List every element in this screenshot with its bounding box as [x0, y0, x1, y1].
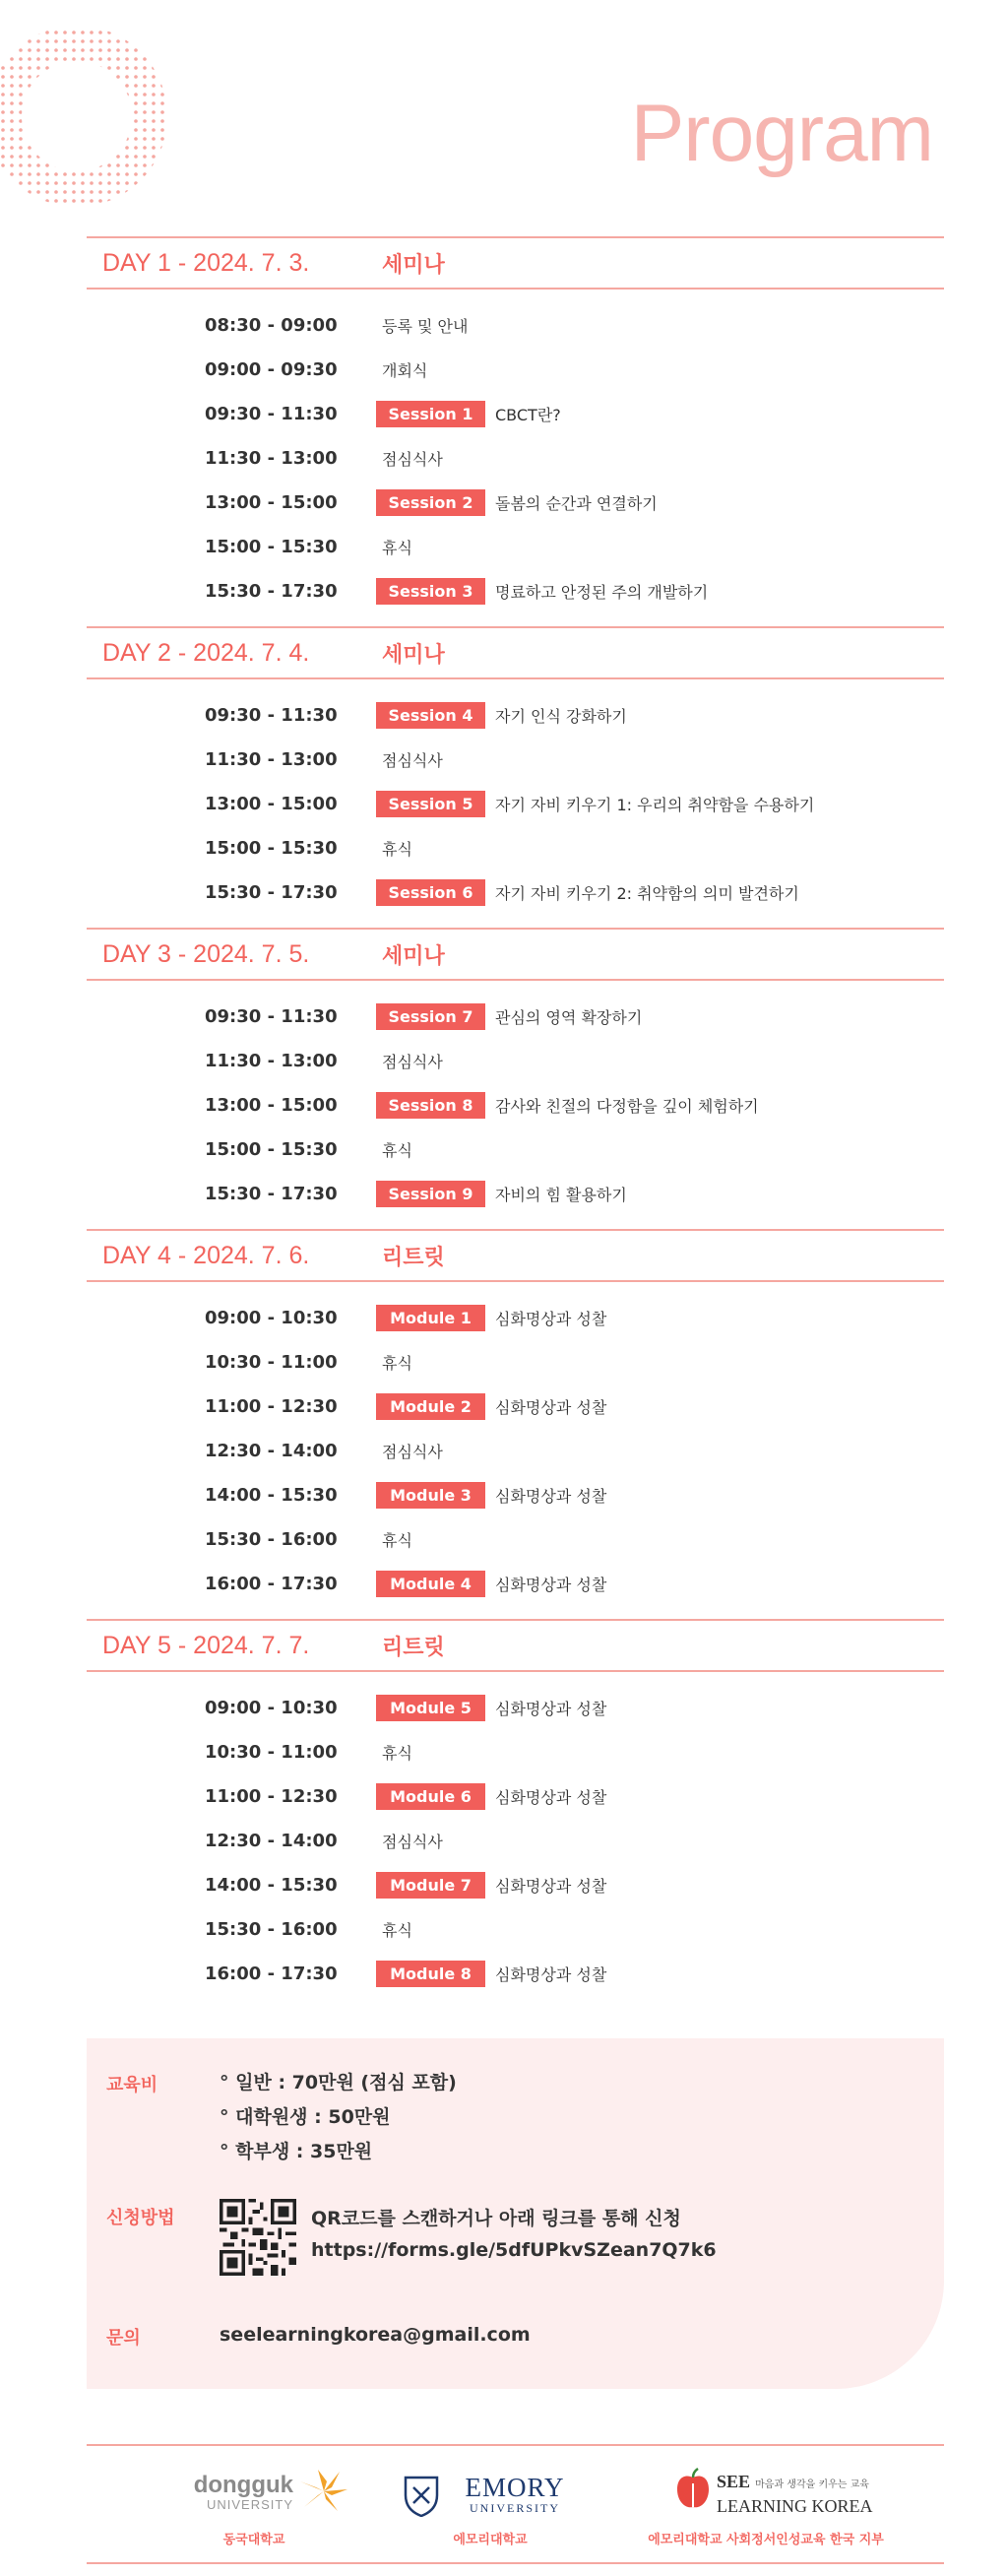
- schedule-time: 15:30 - 17:30: [205, 882, 338, 903]
- day-section: [87, 1619, 944, 2009]
- schedule-description: 휴식: [382, 840, 412, 859]
- schedule-time: 15:00 - 15:30: [205, 537, 338, 557]
- schedule-description: 자기 자비 키우기 1: 우리의 취약함을 수용하기: [495, 796, 815, 814]
- schedule-description: CBCT란?: [495, 406, 561, 424]
- apple-logo-icon: [675, 2468, 711, 2511]
- schedule-row: [87, 1385, 944, 1429]
- schedule-time: 12:30 - 14:00: [205, 1831, 338, 1851]
- schedule-description: 휴식: [382, 1354, 412, 1373]
- schedule-description: 점심식사: [382, 751, 443, 770]
- dotted-circle-decoration: [0, 30, 177, 217]
- schedule-description: 심화명상과 성찰: [495, 1877, 607, 1896]
- schedule-description: 자비의 힘 활용하기: [495, 1186, 627, 1204]
- day-section: [87, 626, 944, 928]
- partner-emory: [382, 2446, 598, 2564]
- day-date: DAY 5 - 2024. 7. 7.: [102, 1631, 310, 1659]
- session-badge: Session 7: [376, 1003, 485, 1030]
- schedule-time: 09:00 - 10:30: [205, 1308, 338, 1328]
- schedule-row: [87, 1863, 944, 1907]
- schedule-description: 자기 인식 강화하기: [495, 707, 627, 726]
- schedule-description: 돌봄의 순간과 연결하기: [495, 494, 658, 513]
- schedule-row: [87, 1952, 944, 1996]
- day-header: [87, 1619, 944, 1672]
- day-header: [87, 626, 944, 679]
- see-logo-text: SEE: [717, 2472, 751, 2491]
- session-badge: Session 5: [376, 791, 485, 817]
- emory-shield-icon: [404, 2476, 439, 2517]
- day-section: [87, 928, 944, 1229]
- fee-label: 교육비: [106, 2075, 158, 2095]
- schedule-time: 09:30 - 11:30: [205, 404, 338, 424]
- schedule-row: [87, 826, 944, 870]
- session-badge: Session 3: [376, 578, 485, 605]
- schedule-row: [87, 870, 944, 915]
- schedule-description: 감사와 친절의 다정함을 깊이 체험하기: [495, 1097, 759, 1116]
- schedule-row: [87, 1774, 944, 1819]
- session-badge: Module 3: [376, 1482, 485, 1509]
- schedule-row: [87, 1473, 944, 1517]
- schedule-time: 09:00 - 10:30: [205, 1698, 338, 1718]
- session-badge: Module 8: [376, 1961, 485, 1987]
- day-type: 리트릿: [382, 1245, 445, 1270]
- schedule-time: 12:30 - 14:00: [205, 1441, 338, 1461]
- partner-footer: [87, 2444, 944, 2564]
- schedule-row: [87, 1340, 944, 1385]
- schedule-row: [87, 1039, 944, 1083]
- dongguk-emblem-icon: [298, 2468, 349, 2515]
- schedule-row: [87, 1562, 944, 1606]
- see-logo-sub: LEARNING KOREA: [717, 2496, 873, 2516]
- schedule-time: 09:30 - 11:30: [205, 1006, 338, 1027]
- schedule-time: 16:00 - 17:30: [205, 1964, 338, 1984]
- schedule-time: 11:30 - 13:00: [205, 749, 338, 770]
- schedule-description: 휴식: [382, 1531, 412, 1550]
- schedule-time: 15:30 - 17:30: [205, 581, 338, 602]
- emory-logo-sub: UNIVERSITY: [470, 2501, 560, 2515]
- day-date: DAY 3 - 2024. 7. 5.: [102, 939, 310, 968]
- schedule-row: [87, 436, 944, 481]
- day-section: [87, 1229, 944, 1619]
- schedule-description: 등록 및 안내: [382, 317, 469, 336]
- schedule-rows: [87, 1672, 944, 2009]
- schedule-description: 심화명상과 성찰: [495, 1310, 607, 1328]
- session-badge: Module 4: [376, 1571, 485, 1597]
- schedule-description: 심화명상과 성찰: [495, 1487, 607, 1506]
- schedule-description: 심화명상과 성찰: [495, 1576, 607, 1594]
- partner-dongguk: [146, 2446, 362, 2564]
- schedule-description: 점심식사: [382, 1053, 443, 1071]
- schedule-row: [87, 1819, 944, 1863]
- info-box: [87, 2038, 944, 2389]
- schedule-rows: [87, 981, 944, 1229]
- schedule-time: 08:30 - 09:00: [205, 315, 338, 336]
- contact-email[interactable]: seelearningkorea@gmail.com: [220, 2324, 531, 2346]
- schedule-row: [87, 1083, 944, 1127]
- schedule-time: 09:00 - 09:30: [205, 359, 338, 380]
- schedule-description: 점심식사: [382, 1833, 443, 1851]
- schedule-row: [87, 525, 944, 569]
- see-learning-caption: 에모리대학교 사회정서인성교육 한국 지부: [648, 2533, 884, 2547]
- schedule-time: 10:30 - 11:00: [205, 1742, 338, 1763]
- schedule-time: 14:00 - 15:30: [205, 1875, 338, 1896]
- schedule-time: 14:00 - 15:30: [205, 1485, 338, 1506]
- schedule-time: 16:00 - 17:30: [205, 1574, 338, 1594]
- schedule-row: [87, 995, 944, 1039]
- see-logo-tagline: 마음과 생각을 키우는 교육: [755, 2479, 869, 2490]
- session-badge: Module 2: [376, 1393, 485, 1420]
- schedule-row: [87, 693, 944, 738]
- schedule-row: [87, 569, 944, 613]
- day-section: [87, 236, 944, 626]
- session-badge: Session 4: [376, 702, 485, 729]
- session-badge: Module 1: [376, 1305, 485, 1331]
- schedule-time: 15:00 - 15:30: [205, 838, 338, 859]
- schedule-row: [87, 1429, 944, 1473]
- apply-label: 신청방법: [106, 2208, 175, 2228]
- day-type: 리트릿: [382, 1635, 445, 1660]
- schedule-description: 점심식사: [382, 1443, 443, 1461]
- day-header: [87, 236, 944, 290]
- day-date: DAY 1 - 2024. 7. 3.: [102, 248, 310, 277]
- schedule-time: 13:00 - 15:00: [205, 492, 338, 513]
- schedule-time: 11:00 - 12:30: [205, 1786, 338, 1807]
- day-date: DAY 4 - 2024. 7. 6.: [102, 1241, 310, 1269]
- day-type: 세미나: [382, 642, 445, 668]
- schedule-description: 명료하고 안정된 주의 개발하기: [495, 583, 709, 602]
- schedule-time: 13:00 - 15:00: [205, 794, 338, 814]
- schedule-row: [87, 782, 944, 826]
- dongguk-logo-sub: UNIVERSITY: [206, 2497, 293, 2512]
- schedule-time: 11:30 - 13:00: [205, 1051, 338, 1071]
- schedule-row: [87, 348, 944, 392]
- session-badge: Session 8: [376, 1092, 485, 1119]
- schedule-time: 15:30 - 16:00: [205, 1529, 338, 1550]
- session-badge: Session 2: [376, 489, 485, 516]
- schedule-time: 10:30 - 11:00: [205, 1352, 338, 1373]
- schedule-row: [87, 1296, 944, 1340]
- partner-see-learning: [618, 2446, 914, 2564]
- fee-item: ° 일반 : 70만원 (점심 포함): [220, 2072, 457, 2093]
- day-header: [87, 928, 944, 981]
- schedule-row: [87, 1517, 944, 1562]
- schedule-row: [87, 738, 944, 782]
- session-badge: Session 9: [376, 1181, 485, 1207]
- schedule-time: 11:30 - 13:00: [205, 448, 338, 469]
- schedule-row: [87, 1686, 944, 1730]
- schedule-description: 관심의 영역 확장하기: [495, 1008, 643, 1027]
- fee-list: [220, 2066, 457, 2169]
- schedule-time: 15:00 - 15:30: [205, 1139, 338, 1160]
- apply-instructions: QR코드를 스캔하거나 아래 링크를 통해 신청: [311, 2208, 681, 2229]
- schedule-description: 개회식: [382, 361, 428, 380]
- fee-item: ° 대학원생 : 50만원: [220, 2106, 391, 2128]
- schedule-time: 11:00 - 12:30: [205, 1396, 338, 1417]
- schedule-rows: [87, 679, 944, 928]
- schedule-row: [87, 392, 944, 436]
- day-header: [87, 1229, 944, 1282]
- day-type: 세미나: [382, 943, 445, 969]
- page-title: Program: [630, 89, 933, 178]
- schedule-rows: [87, 290, 944, 626]
- dongguk-logo-text: dongguk: [193, 2472, 293, 2498]
- session-badge: Session 1: [376, 401, 485, 427]
- emory-caption: 에모리대학교: [453, 2533, 528, 2547]
- contact-label: 문의: [106, 2328, 141, 2349]
- apply-link[interactable]: https://forms.gle/5dfUPkvSZean7Q7k6: [311, 2239, 717, 2261]
- schedule-row: [87, 1730, 944, 1774]
- session-badge: Session 6: [376, 879, 485, 906]
- schedule-description: 휴식: [382, 1744, 412, 1763]
- schedule-description: 자기 자비 키우기 2: 취약함의 의미 발견하기: [495, 884, 799, 903]
- schedule-description: 휴식: [382, 1921, 412, 1940]
- emory-logo-text: EMORY: [465, 2473, 565, 2502]
- schedule-description: 심화명상과 성찰: [495, 1788, 607, 1807]
- schedule-time: 15:30 - 16:00: [205, 1919, 338, 1940]
- program-schedule: [87, 236, 944, 2009]
- schedule-description: 심화명상과 성찰: [495, 1965, 607, 1984]
- schedule-time: 09:30 - 11:30: [205, 705, 338, 726]
- schedule-row: [87, 1172, 944, 1216]
- day-date: DAY 2 - 2024. 7. 4.: [102, 638, 310, 667]
- schedule-description: 휴식: [382, 1141, 412, 1160]
- qr-code-icon[interactable]: [220, 2199, 296, 2276]
- dongguk-caption: 동국대학교: [222, 2533, 285, 2547]
- schedule-description: 심화명상과 성찰: [495, 1398, 607, 1417]
- session-badge: Module 5: [376, 1695, 485, 1721]
- fee-item: ° 학부생 : 35만원: [220, 2141, 373, 2162]
- schedule-rows: [87, 1282, 944, 1619]
- schedule-row: [87, 481, 944, 525]
- schedule-description: 심화명상과 성찰: [495, 1700, 607, 1718]
- schedule-description: 점심식사: [382, 450, 443, 469]
- day-type: 세미나: [382, 252, 445, 278]
- schedule-description: 휴식: [382, 539, 412, 557]
- session-badge: Module 7: [376, 1872, 485, 1899]
- schedule-row: [87, 303, 944, 348]
- schedule-time: 15:30 - 17:30: [205, 1184, 338, 1204]
- schedule-time: 13:00 - 15:00: [205, 1095, 338, 1116]
- schedule-row: [87, 1127, 944, 1172]
- session-badge: Module 6: [376, 1783, 485, 1810]
- schedule-row: [87, 1907, 944, 1952]
